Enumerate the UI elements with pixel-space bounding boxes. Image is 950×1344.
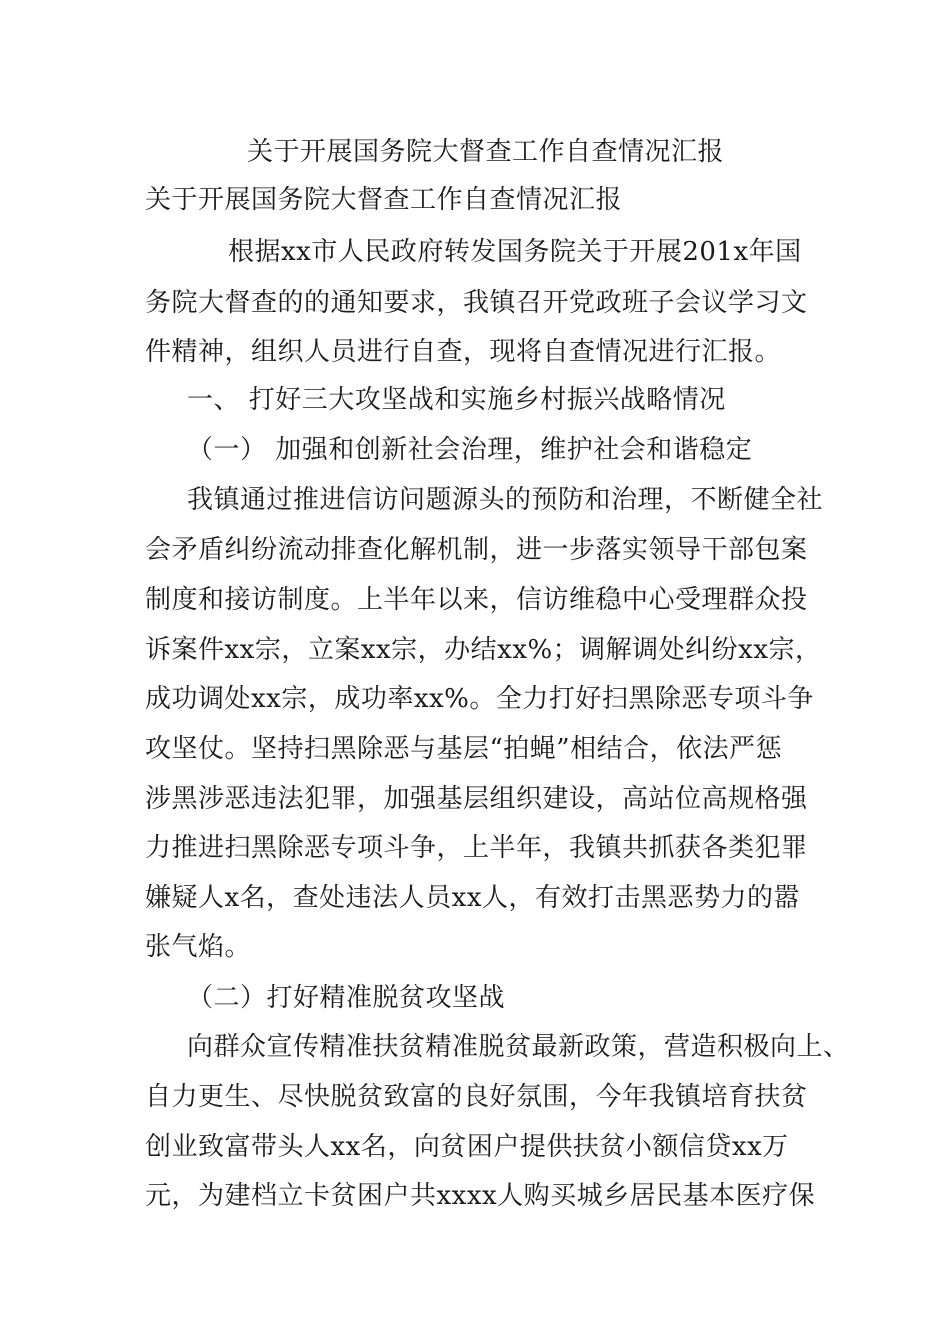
intro-line-2: 务院大督查的的通知要求，我镇召开党政班子会议学习文: [145, 288, 808, 318]
sub1-paragraph-line: 攻坚仗。坚持扫黑除恶与基层“拍蝇”相结合，依法严惩: [145, 734, 783, 764]
sub2-paragraph-line: 自力更生、尽快脱贫致富的良好氛围，今年我镇培育扶贫: [145, 1082, 808, 1112]
sub1-paragraph-line: 我镇通过推进信访问题源头的预防和治理，不断健全社: [187, 485, 824, 515]
sub2-paragraph-line: 创业致富带头人xx名，向贫困户提供扶贫小额信贷xx万: [145, 1132, 789, 1162]
sub1-paragraph-line: 诉案件xx宗，立案xx宗，办结xx%；调解调处纠纷xx宗，: [145, 635, 822, 665]
intro-line-1: 根据xx市人民政府转发国务院关于开展201x年国: [228, 237, 802, 267]
document-subtitle: 关于开展国务院大督查工作自查情况汇报: [145, 185, 623, 215]
sub1-paragraph-line: 制度和接访制度。上半年以来，信访维稳中心受理群众投: [145, 585, 808, 615]
sub1-paragraph-line: 涉黑涉恶违法犯罪，加强基层组织建设，高站位高规格强: [145, 784, 808, 814]
intro-line-3: 件精神，组织人员进行自查，现将自查情况进行汇报。: [145, 337, 782, 367]
subsection-1-heading: （一） 加强和创新社会治理，维护社会和谐稳定: [187, 435, 753, 465]
sub1-paragraph-line: 力推进扫黑除恶专项斗争，上半年，我镇共抓获各类犯罪: [145, 833, 808, 863]
sub1-paragraph-line: 成功调处xx宗，成功率xx%。全力打好扫黑除恶专项斗争: [145, 684, 814, 714]
sub2-paragraph-line: 元，为建档立卡贫困户共xxxx人购买城乡居民基本医疗保: [145, 1181, 816, 1211]
sub1-paragraph-line: 嫌疑人x名，查处违法人员xx人，有效打击黑恶势力的嚣: [145, 883, 800, 913]
sub2-paragraph-line: 向群众宣传精准扶贫精准脱贫最新政策，营造积极向上、: [187, 1032, 850, 1062]
section-1-heading: 一、 打好三大攻坚战和实施乡村振兴战略情况: [187, 385, 726, 415]
document-title: 关于开展国务院大督查工作自查情况汇报: [247, 137, 725, 167]
subsection-2-heading: （二）打好精准脱贫攻坚战: [187, 983, 506, 1013]
sub1-paragraph-line: 会矛盾纠纷流动排查化解机制，进一步落实领导干部包案: [145, 535, 808, 565]
sub1-paragraph-line: 张气焰。: [145, 932, 252, 962]
